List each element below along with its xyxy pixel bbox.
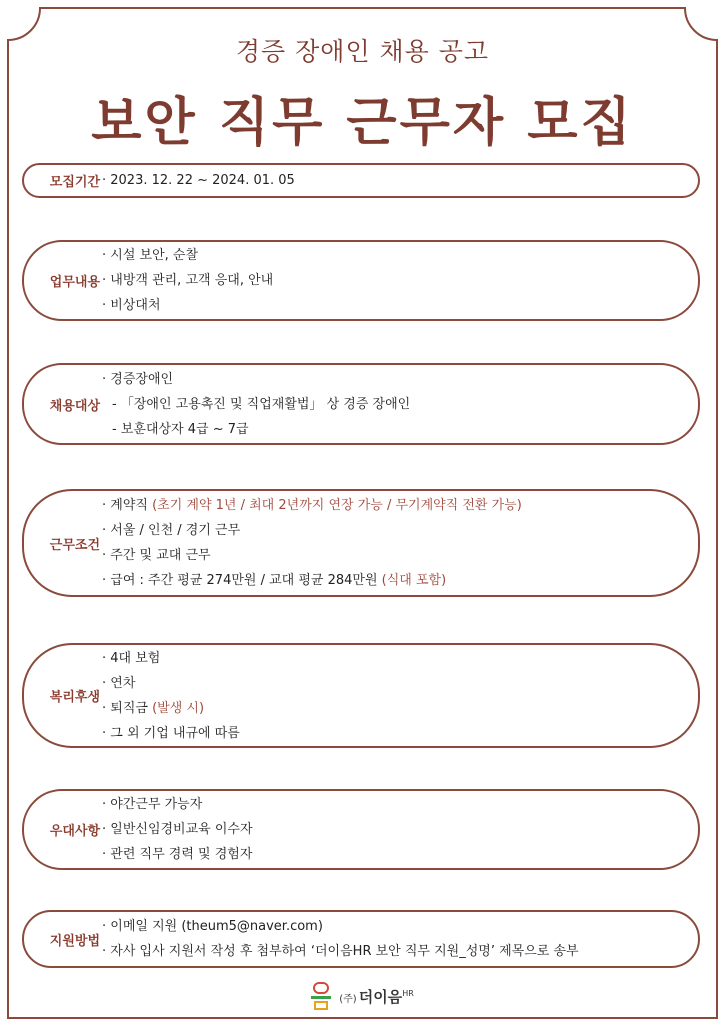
- section-how-to-apply: [22, 910, 700, 968]
- section-hiring-target: [22, 363, 700, 445]
- company-name: [339, 986, 414, 1007]
- section-label: 모집기간: [49, 175, 100, 190]
- list-item: · 서울 / 인천 / 경기 근무: [102, 523, 241, 538]
- list-item: [102, 568, 522, 593]
- item-note: (초기 계약 1년 / 최대 2년까지 연장 가능 / 무기계약직 전환 가능): [152, 498, 522, 513]
- list-item: · 이메일 지원 (theum5@naver.com): [102, 919, 323, 934]
- list-item: · 4대 보험: [102, 650, 161, 666]
- company-logo: [0, 982, 725, 1010]
- section-welfare: [22, 643, 700, 748]
- section-preferences: [22, 789, 700, 870]
- list-item: · 연차: [102, 675, 136, 691]
- list-item: · 자사 입사 지원서 작성 후 첨부하여 ‘더이음HR 보안 직무 지원_성명’ 제목으로 송부: [102, 944, 579, 959]
- list-subitem: - 보훈대상자 4급 ~ 7급: [112, 421, 249, 437]
- list-item: · 시설 보안, 순찰: [102, 248, 199, 263]
- section-work-conditions: [22, 489, 700, 597]
- company-corp-prefix: (주): [339, 993, 357, 1005]
- list-item: · 주간 및 교대 근무: [102, 548, 211, 563]
- section-label: 근무조건: [49, 537, 100, 553]
- list-item: · 비상대처: [102, 298, 161, 313]
- section-label: 우대사항: [49, 824, 100, 839]
- list-item: · 야간근무 가능자: [102, 797, 203, 812]
- list-item: · 내방객 관리, 고객 응대, 안내: [102, 273, 274, 288]
- list-item: · 그 외 기업 내규에 따름: [102, 725, 240, 741]
- item-note: (발생 시): [152, 700, 205, 716]
- company-suffix: HR: [402, 988, 414, 998]
- logo-icon: [311, 982, 331, 1010]
- list-item: [102, 696, 240, 721]
- poster-subtitle: 경증 장애인 채용 공고: [235, 37, 490, 66]
- item-note: (식대 포함): [381, 573, 447, 588]
- section-label: 업무내용: [49, 275, 100, 290]
- item-text: · 급여 : 주간 평균 274만원 / 교대 평균 284만원: [102, 573, 382, 588]
- list-item: · 일반신임경비교육 이수자: [102, 822, 253, 837]
- list-item: · 경증장애인: [102, 371, 174, 387]
- item-text: · 퇴직금: [102, 700, 153, 716]
- section-job-duties: [22, 240, 700, 321]
- period-value: · 2023. 12. 22 ~ 2024. 01. 05: [102, 172, 295, 188]
- section-label: 복리후생: [49, 690, 100, 705]
- list-subitem: - 「장애인 고용촉진 및 직업재활법」 상 경증 장애인: [112, 396, 411, 412]
- company-name-text: 더이음: [358, 987, 403, 1006]
- poster-title: 보안 직무 근무자 모집: [91, 93, 634, 153]
- section-label: 채용대상: [49, 398, 100, 414]
- section-recruitment-period: [22, 163, 700, 198]
- list-item: [102, 493, 522, 518]
- section-label: 지원방법: [49, 933, 100, 949]
- list-item: · 관련 직무 경력 및 경험자: [102, 847, 253, 862]
- item-text: · 계약직: [102, 498, 153, 513]
